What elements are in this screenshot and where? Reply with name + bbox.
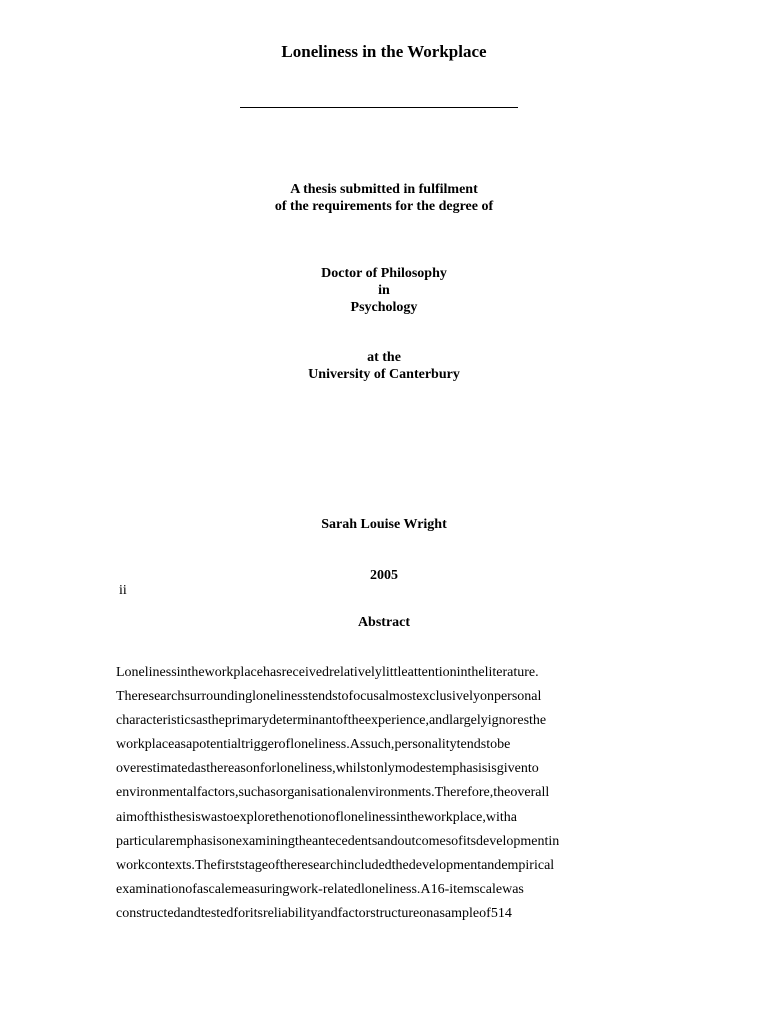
abstract-line: aimofthisthesiswastoexplorethenotionoflonelinessintheworkplace,witha <box>116 809 517 825</box>
abstract-line: environmentalfactors,suchasorganisationalenvironments.Therefore,theoverall <box>116 785 550 801</box>
degree-line-3: Psychology <box>350 300 418 315</box>
abstract-line: workplaceasapotentialtriggerofloneliness.Assuch,personalitytendstobe <box>116 737 511 753</box>
abstract-body <box>116 661 655 926</box>
degree-statement <box>0 265 768 316</box>
abstract-line: overestimatedasthereasonforloneliness,whilstonlymodestemphasisisgivento <box>116 761 539 777</box>
institution-line-2: University of Canterbury <box>308 367 460 382</box>
thesis-title: Loneliness in the Workplace <box>281 42 487 61</box>
institution-line-1: at the <box>367 350 401 365</box>
degree-line-1: Doctor of Philosophy <box>321 266 447 281</box>
page-number: ii <box>119 583 127 598</box>
abstract-line: Lonelinessintheworkplacehasreceivedrelativelylittleattentionintheliterature. <box>116 665 539 680</box>
degree-line-2: in <box>378 283 390 298</box>
abstract-line: characteristicsastheprimarydeterminantoftheexperience,andlargelyignoresthe <box>116 713 547 729</box>
submission-statement <box>0 181 768 215</box>
abstract-line: examinationofascalemeasuringwork-relatedloneliness.A16-itemscalewas <box>116 881 524 897</box>
abstract-line: particularemphasisonexaminingtheantecedentsandoutcomesofitsdevelopmentin <box>116 833 560 849</box>
abstract-line: Theresearchsurroundinglonelinesstendstofocusalmostexclusivelyonpersonal <box>116 689 542 705</box>
submission-year: 2005 <box>370 568 398 583</box>
abstract-line: constructedandtestedforitsreliabilityandfactorstructureonasampleof514 <box>116 905 512 921</box>
title-underline <box>240 107 518 108</box>
author-name: Sarah Louise Wright <box>321 517 447 532</box>
institution-statement <box>0 349 768 383</box>
abstract-line: workcontexts.Thefirststageoftheresearchincludedthedevelopmentandempirical <box>116 857 555 873</box>
abstract-heading: Abstract <box>357 615 411 630</box>
submission-line-2: of the requirements for the degree of <box>274 199 494 214</box>
submission-line-1: A thesis submitted in fulfilment <box>290 182 478 197</box>
